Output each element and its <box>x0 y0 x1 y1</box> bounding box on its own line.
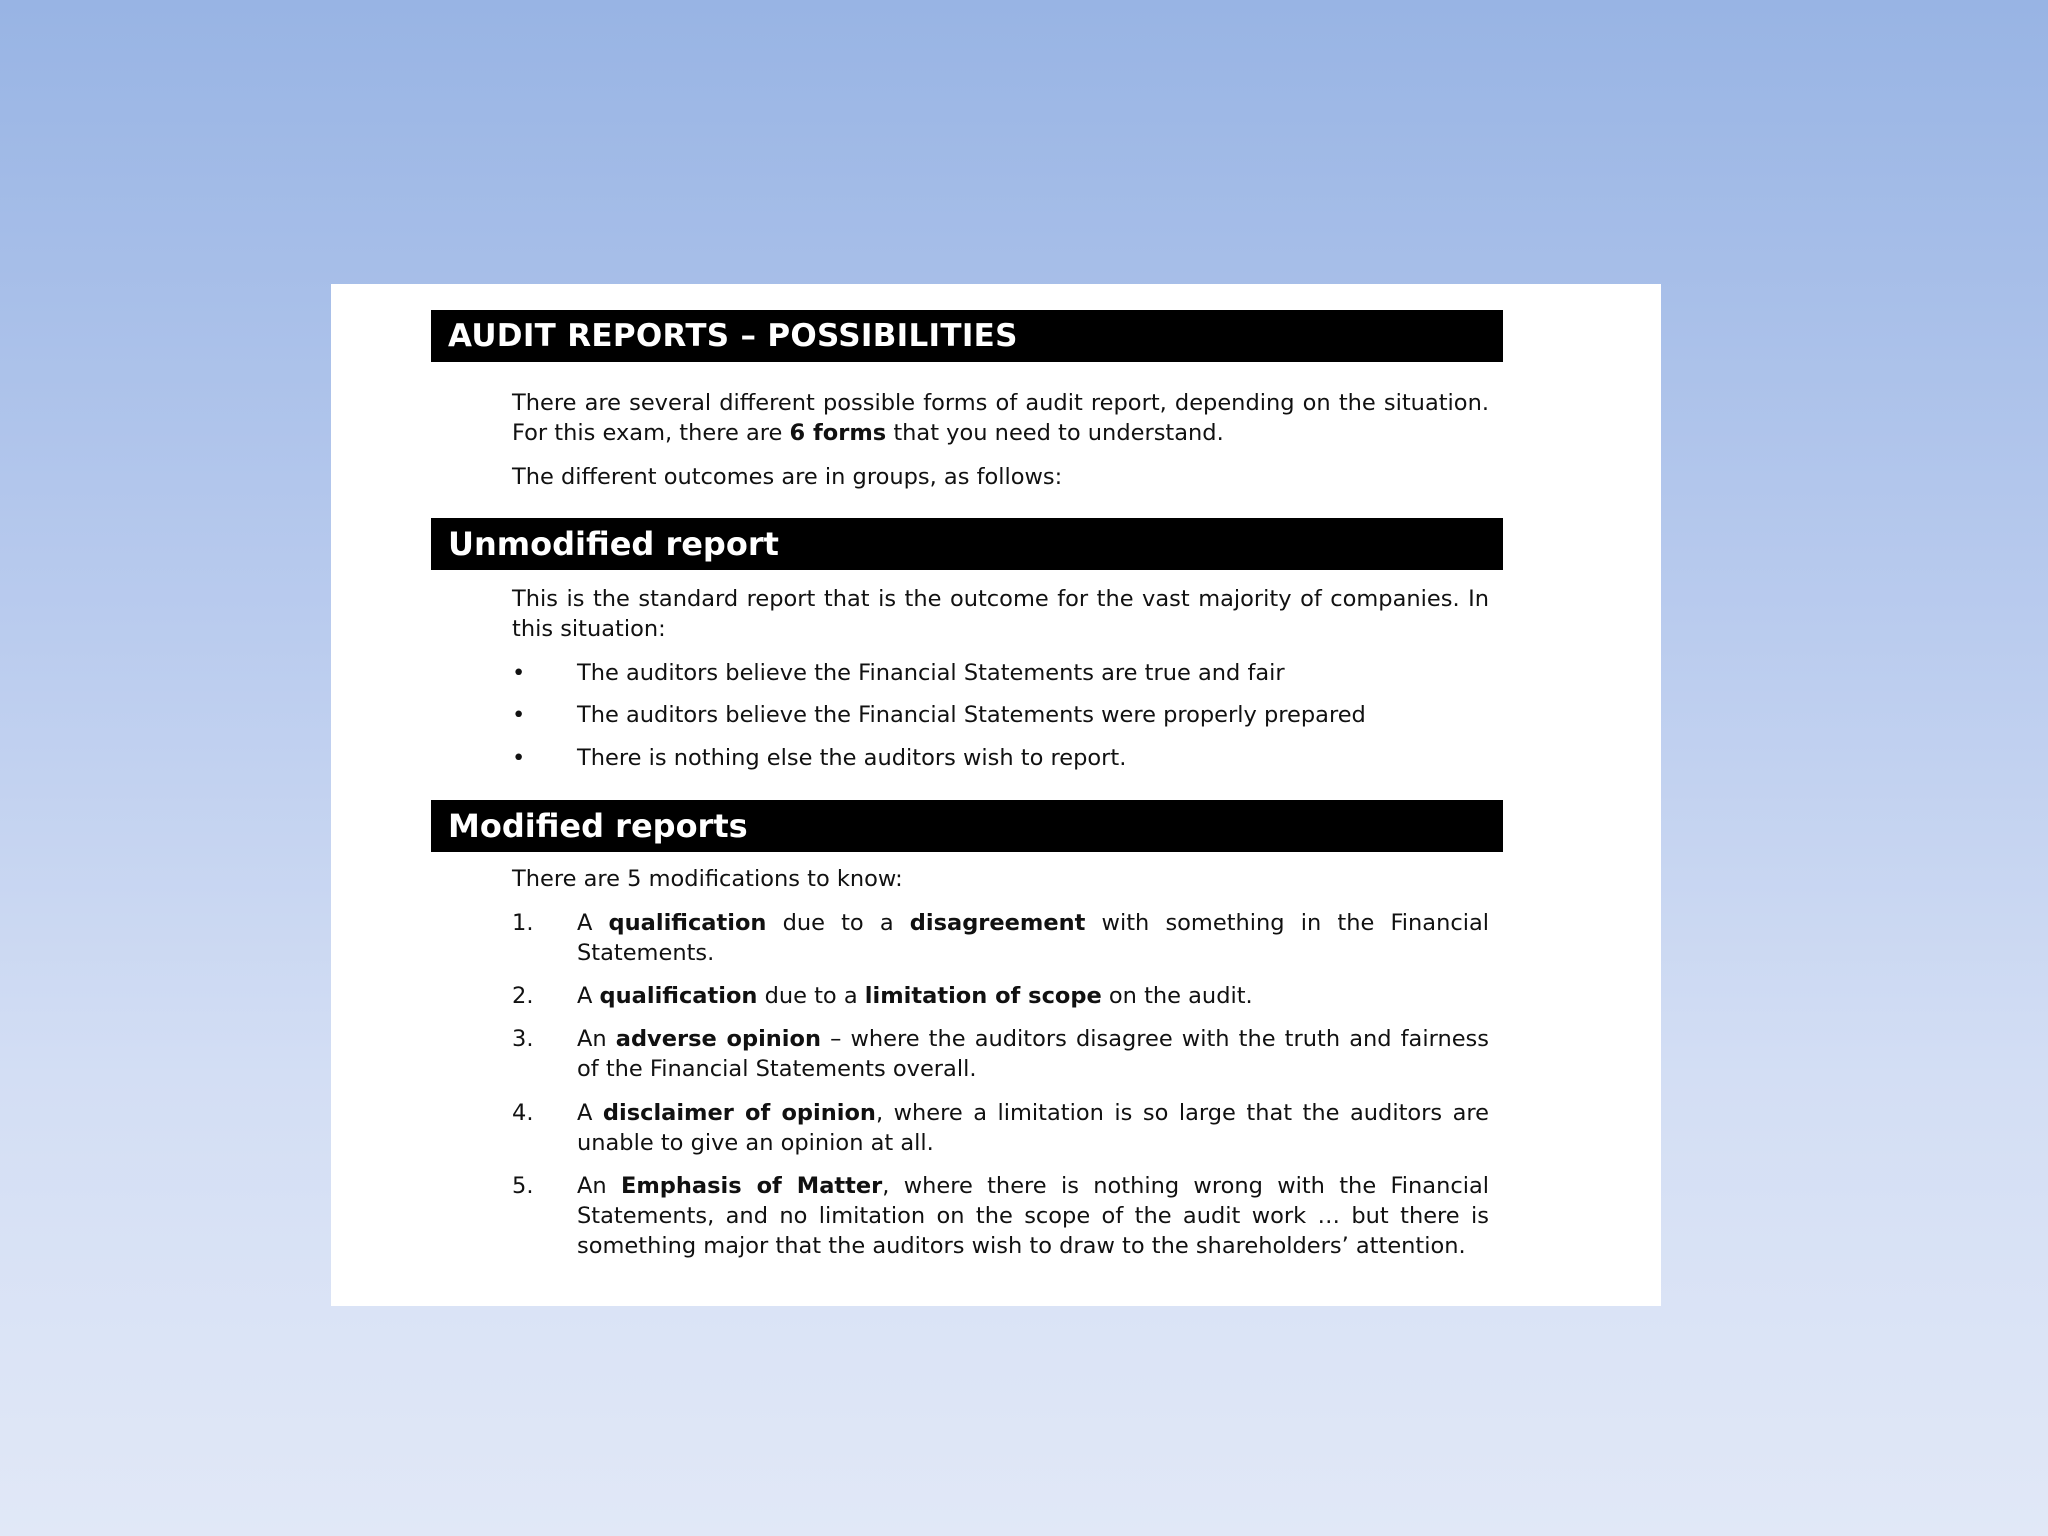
numbered-item <box>512 1024 1489 1084</box>
bold-term: adverse opinion <box>615 1026 821 1052</box>
document-page <box>331 284 1661 1306</box>
unmodified-heading <box>431 518 1503 570</box>
bullet-item <box>512 658 1489 688</box>
bullet-marker: • <box>512 745 526 771</box>
item-number: 1. <box>512 910 534 936</box>
bullet-text: There is nothing else the auditors wish to report. <box>577 745 1127 771</box>
item-text: A qualification due to a disagreement with something in the Financial Statements. <box>577 910 1489 966</box>
bullet-marker: • <box>512 660 526 686</box>
item-text: A disclaimer of opinion, where a limitation is so large that the auditors are unable to give an opinion at all. <box>577 1100 1490 1156</box>
bold-term: qualification <box>608 910 767 936</box>
numbered-item <box>512 981 1489 1011</box>
bold-term: disagreement <box>909 910 1086 936</box>
modified-paragraph: There are 5 modifications to know: <box>512 866 903 892</box>
item-text: A qualification due to a limitation of scope on the audit. <box>577 983 1253 1009</box>
unmodified-paragraph: This is the standard report that is the outcome for the vast majority of companies. In this situation: <box>512 586 1489 642</box>
modified-heading-text: Modified reports <box>448 807 748 845</box>
page-title <box>431 310 1503 362</box>
bold-term: Emphasis of Matter <box>620 1173 883 1199</box>
bold-term: disclaimer of opinion <box>602 1100 876 1126</box>
item-number: 2. <box>512 983 534 1009</box>
modified-heading <box>431 800 1503 852</box>
bullet-marker: • <box>512 702 526 728</box>
item-number: 3. <box>512 1026 534 1052</box>
numbered-item <box>512 908 1489 968</box>
item-number: 5. <box>512 1173 534 1199</box>
numbered-item <box>512 1171 1489 1261</box>
bullet-item <box>512 700 1489 730</box>
intro-paragraph: There are several different possible forms of audit report, depending on the situation. For this exam, there are 6 forms that you need to understand. <box>512 390 1489 446</box>
bold-term: 6 forms <box>789 420 887 446</box>
item-text: An Emphasis of Matter, where there is nothing wrong with the Financial Statements, and no limitation on the scope of the audit work … but there is something major that the auditors wish to draw to the shareholders’ attention. <box>577 1173 1489 1259</box>
item-text: An adverse opinion – where the auditors disagree with the truth and fairness of the Financial Statements overall. <box>577 1026 1489 1082</box>
bold-term: qualification <box>599 983 758 1009</box>
bullet-text: The auditors believe the Financial Statements are true and fair <box>577 660 1285 686</box>
unmodified-heading-text: Unmodified report <box>448 525 779 563</box>
bullet-item <box>512 743 1489 773</box>
page-title-text: AUDIT REPORTS – POSSIBILITIES <box>448 318 1018 354</box>
numbered-item <box>512 1098 1489 1158</box>
intro-groups-paragraph: The different outcomes are in groups, as follows: <box>512 464 1063 490</box>
bullet-text: The auditors believe the Financial Statements were properly prepared <box>577 702 1366 728</box>
item-number: 4. <box>512 1100 534 1126</box>
bold-term: limitation of scope <box>864 983 1102 1009</box>
